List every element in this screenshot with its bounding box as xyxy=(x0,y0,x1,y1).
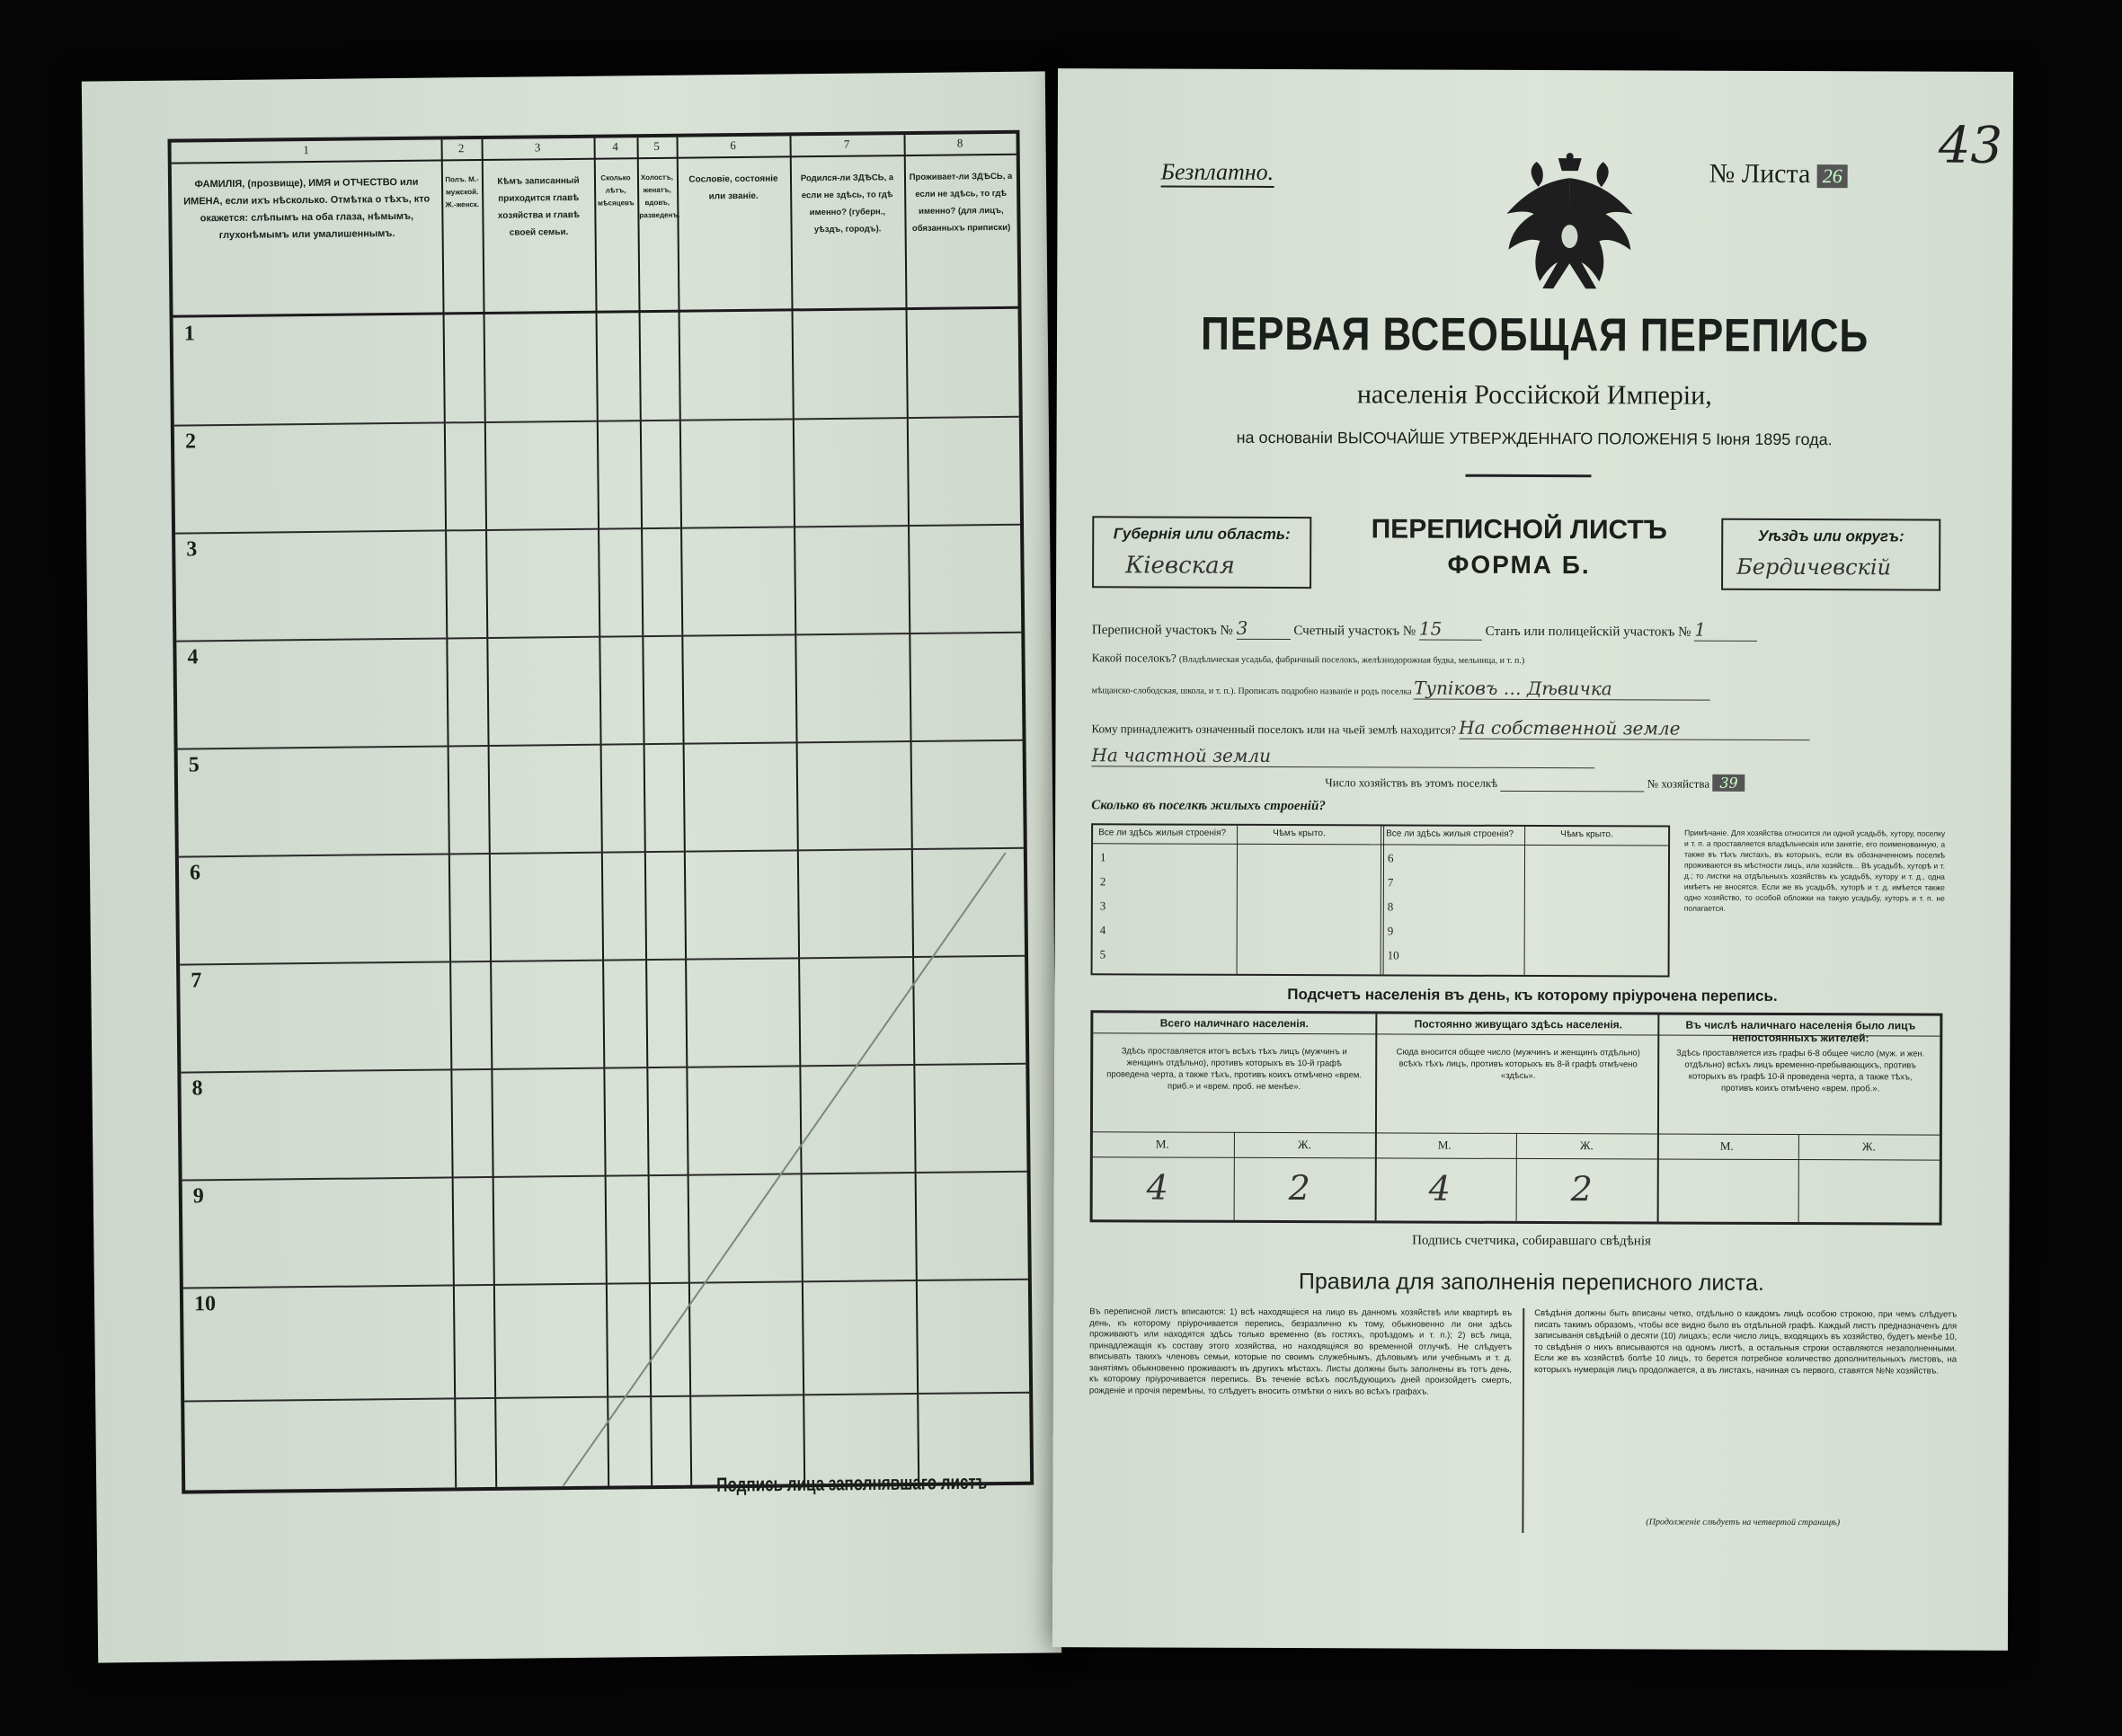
bld-row: 1 xyxy=(1099,850,1106,864)
owner-line xyxy=(1091,715,1945,740)
form-title: ПЕРЕПИСНОЙ ЛИСТЪ xyxy=(1371,514,1667,545)
female-label: Ж. xyxy=(1297,1138,1311,1152)
row-number: 4 xyxy=(187,645,199,669)
district-value: Бердичевскій xyxy=(1736,554,1892,580)
archive-page-number: 43 xyxy=(1938,116,2003,175)
right-page xyxy=(1052,68,2013,1651)
household-no-value: 39 xyxy=(1712,775,1745,792)
sheet-number xyxy=(1709,159,1848,190)
note-text: Примѣчаніе. Для хозяйства относится ли одной усадьбѣ, хутору, поселку и т. п. а проставляется владѣльческія или занятіе, его поименованную, а также въ тѣхъ листахъ, въ которыхъ, если въ обозначенномъ поселкѣ проживаются въ мѣстности лицъ, или хозяйств... Вѣ усадьбѣ, хуторѣ и т. д.; то листки на отдѣльныхъ хозяйствъ къ усадьбѣ, хутору и т. д., одна имѣетъ не вносятся. Если же въ усадьбѣ, хуторѣ и т. д. имѣется также одно хозяйство, то особой обложки на такую усадьбу, хуторъ и т. п. не полагается. xyxy=(1683,828,1946,913)
temporary-population-desc: Здѣсь проставляется изъ графы 6-8 общее число (муж. и жен. отдѣльно) всѣхъ лицъ временно-пребывающихъ, противъ которыхъ въ графѣ 10-й проведена черта, а также тѣхъ, противъ коихъ отмѣчено «врем. проб.». xyxy=(1676,1048,1925,1094)
district-box xyxy=(1721,518,1940,591)
total-population-desc: Здѣсь проставляется итогъ всѣхъ тѣхъ лицъ (мужчинъ и женщинъ отдѣльно), противъ которыхъ въ 10-й графѣ проведена черта, а также тѣхъ, противъ коихъ отмѣчено «врем. приб.» и «врем. проб. не менѣе». xyxy=(1106,1046,1363,1093)
rules-right-column: Свѣдѣнія должны быть вписаны четко, отдѣльно о каждомъ лицѣ особою строкою, при чемъ слѣдуетъ писать такимъ образомъ, чтобы все видно было въ отдѣльной графѣ. Каждый листъ предназначенъ для записыванія свѣдѣній о десяти (10) лицахъ; если число лицъ, входящихъ въ хозяйство, будетъ менѣе 10, то свѣдѣнія о нихъ вписываются на одномъ листѣ, а остальныя строки оставляются незаполненными. Если же въ хозяйствѣ болѣе 10 лицъ, то берется потребное количество дополнительныхъ листовъ, на которыхъ нумерація лицъ продолжается, а въ листахъ, начиная съ первого, ставятся №№ хозяйствъ. xyxy=(1533,1308,1958,1377)
areas-line xyxy=(1092,616,1946,642)
col-number: 5 xyxy=(653,138,660,153)
temporary-population-title: Въ числѣ наличнаго населенія было лицъ непостоянныхъ жителей: xyxy=(1685,1018,1916,1045)
rules-left-column: Въ переписной листъ вписаются: 1) всѣ находящіеся на лицо въ данномъ хозяйствѣ или квартирѣ въ день, къ которому пріурочивается перепись, безразлично къ тому, обыкновенно ли они здѣсь проживаютъ или находятся здѣсь только временно (въ гостяхъ, проѣздомъ и т. п.); 2) всѣ лица, принадлежащія къ составу этого хозяйства, но находящіяся во временной отлучкѣ. Не слѣдуетъ вписывать такихъ членовъ семьи, которые по своимъ служебнымъ, дѣловымъ или учебнымъ и т. д. занятіямъ обыкновенно проживаютъ въ другихъ мѣстахъ. Листы должны быть заполнены въ тотъ день, къ которому пріурочивается перепись. Въ теченіе всѣхъ послѣдующихъ дней произойдетъ смерть, рожденіе и прочія перемѣны, то слѣдуетъ вносить отмѣтки о нихъ во всѣхъ графахъ. xyxy=(1088,1306,1513,1397)
divider xyxy=(1465,474,1591,477)
province-box xyxy=(1092,516,1311,589)
buildings-table-left xyxy=(1093,825,1385,974)
free-label: Безплатно. xyxy=(1161,159,1274,188)
persons-table xyxy=(167,130,1034,1494)
female-label: Ж. xyxy=(1579,1138,1594,1153)
document-title: ПЕРВАЯ ВСЕОБЩАЯ ПЕРЕПИСЬ xyxy=(1200,307,1869,363)
resident-population-section xyxy=(1375,1014,1660,1221)
population-count-table xyxy=(1090,1010,1943,1225)
count-title: Подсчетъ населенія въ день, къ которому пріурочена перепись. xyxy=(1287,986,1778,1005)
bld-col2-label: Чѣмъ крыто. xyxy=(1273,828,1326,839)
female-label: Ж. xyxy=(1861,1139,1876,1154)
bld-row: 9 xyxy=(1387,924,1394,938)
buildings-table-right xyxy=(1381,826,1669,975)
form-name: ФОРМА Б. xyxy=(1447,550,1591,580)
col-number: 8 xyxy=(956,136,963,150)
col-header-name: ФАМИЛІЯ, (прозвище), ИМЯ и ОТЧЕСТВО или ИМЕНА, если ихъ нѣсколько. Отмѣтка о тѣхъ, кто окажется: слѣпымъ на оба глаза, нѣмымъ, глухонѣмымъ или умалишеннымъ. xyxy=(183,176,431,242)
bld-row: 6 xyxy=(1387,851,1394,865)
bld-row: 5 xyxy=(1099,947,1106,961)
cancel-stroke xyxy=(556,853,1030,1486)
census-area-value: 3 xyxy=(1237,617,1291,640)
row-number: 6 xyxy=(189,861,201,885)
counter-signature-label: Подпись счетчика, собиравшаго свѣдѣнія xyxy=(1412,1233,1651,1249)
rules-divider xyxy=(1522,1308,1524,1533)
col-number: 2 xyxy=(457,141,465,155)
count-area-label: Счетный участокъ № xyxy=(1293,624,1416,639)
row-number: 8 xyxy=(191,1076,203,1101)
row-number: 1 xyxy=(183,322,195,346)
count-area-value: 15 xyxy=(1419,618,1482,641)
col-header-residence: Проживает-ли ЗДѢСЬ, а если не здѣсь, то гдѣ именно? (для лицъ, обязанныхъ приписки) xyxy=(909,171,1013,234)
settlement-note: (Владѣльческая усадьба, фабричный поселокъ, желѣзнодорожная будка, мельница, и т. п.) xyxy=(1178,654,1525,666)
total-male-value: 4 xyxy=(1146,1167,1168,1208)
row-number: 10 xyxy=(193,1292,217,1316)
bld-col1-label: Все ли здѣсь жилыя строенія? xyxy=(1386,828,1514,839)
owner-value: На собственной земле xyxy=(1459,717,1809,740)
bld-row: 4 xyxy=(1099,923,1106,937)
resident-population-title: Постоянно живущаго здѣсь населенія. xyxy=(1414,1017,1623,1032)
male-label: М. xyxy=(1437,1138,1452,1152)
settlement-label: Какой поселокъ? xyxy=(1091,651,1176,665)
resident-population-desc: Сюда вносится общее число (мужчинъ и женщинъ отдѣльно) всѣхъ тѣхъ лицъ, противъ которыхъ въ 8-й графѣ отмѣчено «здѣсь». xyxy=(1396,1047,1640,1082)
col-header-age: Сколько лѣтъ, мѣсяцевъ xyxy=(597,173,635,208)
owner-label: Кому принадлежитъ означенный поселокъ или на чьей землѣ находится? xyxy=(1091,722,1456,737)
male-label: М. xyxy=(1719,1138,1734,1153)
male-label: М. xyxy=(1155,1137,1169,1151)
row-number: 3 xyxy=(186,537,198,562)
province-value: Кіевская xyxy=(1125,552,1235,580)
census-area-label: Переписной участокъ № xyxy=(1091,623,1233,638)
row-number: 9 xyxy=(192,1184,204,1209)
col-header-relation: Кѣмъ записанный приходится главѣ хозяйства и главѣ своей семьи. xyxy=(497,175,580,238)
owner-line-2 xyxy=(1091,744,1945,769)
document-subtitle: населенія Россійской Имперіи, xyxy=(1356,379,1712,411)
settlement-line-2 xyxy=(1092,676,1946,701)
total-population-title: Всего наличнаго населенія. xyxy=(1159,1016,1309,1031)
col-number: 1 xyxy=(303,143,309,157)
col-number: 6 xyxy=(730,138,736,153)
resident-female-value: 2 xyxy=(1570,1169,1593,1209)
col-number: 7 xyxy=(843,137,850,151)
rules-continued: (Продолженіе слѣдуетъ на четвертой страницѣ) xyxy=(1646,1517,1841,1528)
col-header-sex: Полъ. М.-мужской. Ж.-женск. xyxy=(445,175,480,209)
bld-col1-label: Все ли здѣсь жилыя строенія? xyxy=(1098,828,1227,838)
households-line xyxy=(1325,773,1945,793)
document-basis: на основаніи ВЫСОЧАЙШЕ УТВЕРЖДЕННАГО ПОЛОЖЕНІЯ 5 Іюня 1895 года. xyxy=(1236,428,1833,449)
owner-value-2: На частной земли xyxy=(1091,744,1594,768)
col-header-estate: Сословіе, состояніе или званіе. xyxy=(688,173,778,202)
sheet-number-value: 26 xyxy=(1817,164,1848,188)
police-area-value: 1 xyxy=(1694,619,1757,642)
bld-row: 2 xyxy=(1099,874,1106,889)
rules-title: Правила для заполненія переписного листа. xyxy=(1298,1269,1764,1296)
col-number: 3 xyxy=(534,140,541,155)
buildings-table xyxy=(1091,823,1671,977)
resident-male-value: 4 xyxy=(1428,1168,1451,1209)
col-header-marital: Холостъ, женатъ, вдовъ, разведенъ. xyxy=(639,173,680,220)
temporary-population-section xyxy=(1657,1014,1942,1222)
col-header-birthplace: Родился-ли ЗДѢСЬ, а если не здѣсь, то гдѣ именно? (губерн., уѣздъ, городъ). xyxy=(800,173,894,235)
household-no-label: № хозяйства xyxy=(1647,776,1710,791)
settlement-value: Тупіковъ … Дѣвичка xyxy=(1414,678,1710,701)
bld-col2-label: Чѣмъ крыто. xyxy=(1560,829,1613,840)
settlement-line xyxy=(1092,651,1946,668)
sheet-number-label: № Листа xyxy=(1709,158,1811,190)
province-label: Губернія или область: xyxy=(1113,525,1291,544)
double-headed-eagle-icon xyxy=(1502,151,1638,296)
bld-row: 7 xyxy=(1387,875,1394,890)
row-number: 7 xyxy=(191,969,202,993)
row-number: 5 xyxy=(188,753,200,777)
bld-row: 3 xyxy=(1099,899,1106,913)
police-area-label: Станъ или полицейскій участокъ № xyxy=(1485,624,1691,640)
bld-row: 10 xyxy=(1387,948,1399,962)
buildings-label: Сколько въ поселкѣ жилыхъ строеній? xyxy=(1091,798,1326,814)
row-number: 2 xyxy=(184,430,197,454)
district-label: Уѣздъ или округъ: xyxy=(1757,527,1904,545)
filler-signature-label: Подпись лица заполнявшаго листъ xyxy=(716,1471,988,1497)
col-number: 4 xyxy=(612,139,618,154)
left-page xyxy=(82,71,1061,1662)
settlement-note-2: мѣщанско-слободская, школа, и т. п.). Прописать подробно названіе и родъ поселка xyxy=(1091,686,1412,697)
bld-row: 8 xyxy=(1387,899,1394,914)
households-label: Число хозяйствъ въ этомъ поселкѣ xyxy=(1325,775,1498,790)
total-female-value: 2 xyxy=(1288,1168,1310,1209)
